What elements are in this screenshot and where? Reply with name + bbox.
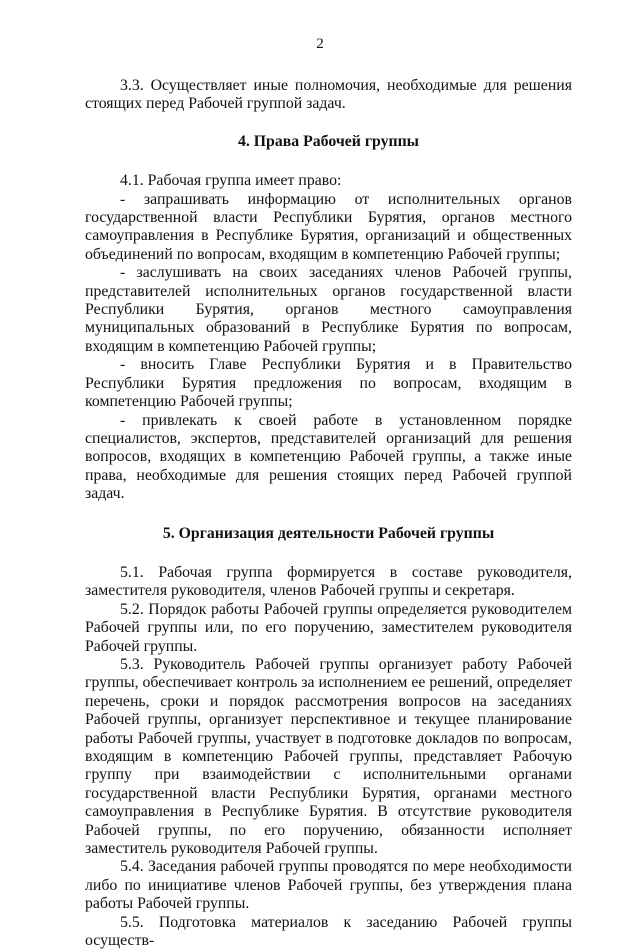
paragraph-5-5: 5.5. Подготовка материалов к заседанию Рабочей группы осуществ-	[85, 913, 572, 950]
paragraph-4-1: 4.1. Рабочая группа имеет право:	[120, 172, 342, 190]
paragraph-3-3: 3.3. Осуществляет иные полномочия, необходимые для решения стоящих перед Рабочей группой задач.	[85, 77, 572, 113]
list-item: - заслушивать на своих заседаниях членов Рабочей группы, представителей исполнительных органов государственной власти Республики Бурятия, органов местного самоуправления муниципальных образований в Республике Бурятия по вопросам, входящим в компетенцию Рабочей группы;	[85, 264, 572, 355]
paragraph-5-1: 5.1. Рабочая группа формируется в составе руководителя, заместителя руководителя, членов Рабочей группы и секретаря.	[85, 563, 572, 600]
paragraph-5-4: 5.4. Заседания рабочей группы проводятся по мере необходимости либо по инициативе членов Рабочей группы, без утверждения плана работы Рабочей группы.	[85, 858, 572, 913]
document-body	[85, 77, 572, 950]
paragraph-5-3: 5.3. Руководитель Рабочей группы организует работу Рабочей группы, обеспечивает контроль за исполнением ее решений, определяет перечень, сроки и порядок рассмотрения вопросов на заседаниях Рабочей группы, организует перспективное и текущее планирование работы Рабочей группы, участвует в подготовке докладов по вопросам, входящим в компетенцию Рабочей группы, представляет Рабочую группу при взаимодействии с исполнительными органами государственной власти Республики Бурятия, органами местного самоуправления в Республике Бурятия. В отсутствие руководителя Рабочей группы, по его поручению, обязанности исполняет заместитель руководителя Рабочей группы.	[85, 655, 572, 858]
list-item: - вносить Главе Республики Бурятия и в Правительство Республики Бурятия предложения по вопросам, входящим в компетенцию Рабочей группы;	[85, 356, 572, 411]
list-item: - запрашивать информацию от исполнительных органов государственной власти Республики Бурятия, органов местного самоуправления в Республике Бурятия, организаций и общественных объединений по вопросам, входящим в компетенцию Рабочей группы;	[85, 190, 572, 263]
page-number: 2	[316, 36, 324, 52]
list-item: - привлекать к своей работе в установленном порядке специалистов, экспертов, представителей организаций для решения вопросов, входящих в компетенцию Рабочей группы, а также иные права, необходимые для решения стоящих перед Рабочей группой задач.	[85, 411, 572, 503]
section-5-heading: 5. Организация деятельности Рабочей группы	[162, 524, 495, 542]
section-4-heading: 4. Права Рабочей группы	[237, 132, 420, 150]
paragraph-5-2: 5.2. Порядок работы Рабочей группы определяется руководителем Рабочей группы или, по его поручению, заместителем руководителя Рабочей группы.	[85, 600, 572, 655]
